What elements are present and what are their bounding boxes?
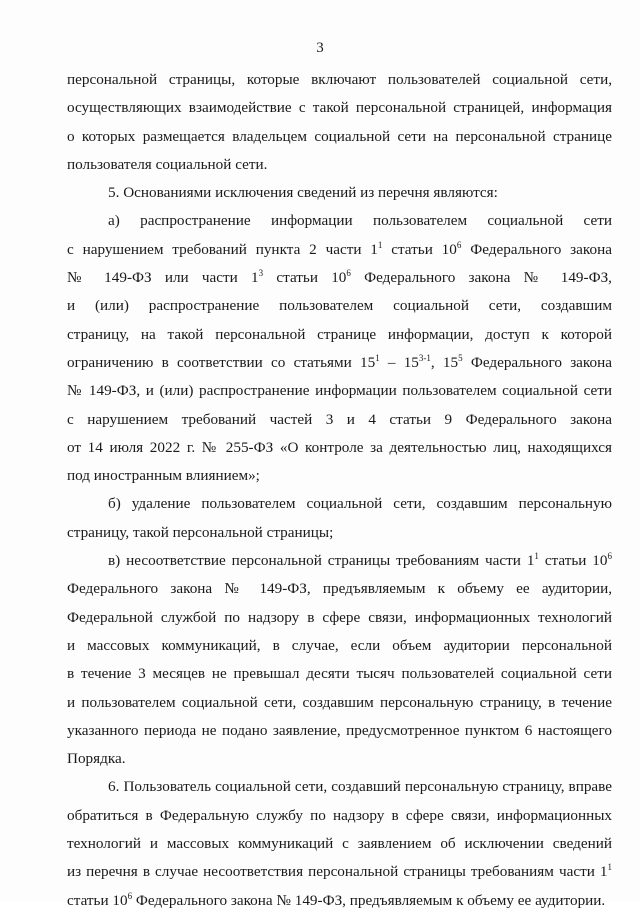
text-line: о которых размещается владельцем социальной сети на персональной странице <box>67 127 612 145</box>
text-line: 5. Основаниями исключения сведений из перечня являются: <box>108 184 498 202</box>
text-line: Порядка. <box>67 750 126 768</box>
text-line: № 149-ФЗ или части $1^3$ статьи $10^6$ Федерального закона № 149-ФЗ, <box>67 268 612 287</box>
text-line: от 14 июля 2022 г. № 255-ФЗ «О контроле за деятельностью лиц, находящихся <box>67 438 612 456</box>
text-line: и массовых коммуникаций, в случае, если объем аудитории персональной <box>67 636 612 654</box>
text-line: под иностранным влиянием»; <box>67 467 260 485</box>
text-line: с нарушением требований пункта 2 части $1^1$ статьи $10^6$ Федерального закона <box>67 239 612 258</box>
document-body <box>67 66 612 915</box>
text-line: страницу, такой персональной страницы; <box>67 523 334 541</box>
text-line: осуществляющих взаимодействие с такой персональной страницей, информация <box>67 99 612 117</box>
text-line: ограничению в соответствии со статьями $15^1 - 15^{3-1}$, $15^5$ Федерального закона <box>67 352 612 371</box>
page-number: 3 <box>316 40 324 56</box>
text-line: Федерального закона № 149-ФЗ, предъявляемым к объему ее аудитории, <box>67 580 612 598</box>
text-line: № 149-ФЗ, и (или) распространение информации пользователем социальной сети <box>67 382 612 400</box>
text-line: статьи $10^6$ Федерального закона № 149-ФЗ, предъявляемым к объему ее аудитории. <box>67 890 606 909</box>
text-line: указанного периода не подано заявление, предусмотренное пунктом 6 настоящего <box>67 721 612 739</box>
text-line: и (или) распространение пользователем социальной сети, создавшим <box>67 297 612 315</box>
text-line: а) распространение информации пользователем социальной сети <box>108 212 612 230</box>
text-line: Федеральной службой по надзору в сфере связи, информационных технологий <box>67 608 612 626</box>
text-line: в течение 3 месяцев не превышал десяти тысяч пользователей социальной сети <box>67 665 612 683</box>
text-line: обратиться в Федеральную службу по надзору в сфере связи, информационных <box>67 806 612 824</box>
text-line: персональной страницы, которые включают пользователей социальной сети, <box>67 71 612 88</box>
text-line: и пользователем социальной сети, создавшим персональную страницу, в течение <box>67 693 612 711</box>
text-line: 6. Пользователь социальной сети, создавший персональную страницу, вправе <box>108 778 612 796</box>
text-line: в) несоответствие персональной страницы требованиям части $1^1$ статьи $10^6$ <box>108 551 612 570</box>
text-line: б) удаление пользователем социальной сети, создавшим персональную <box>108 495 612 513</box>
text-line: страницу, на такой персональной странице информации, доступ к которой <box>67 325 612 343</box>
text-line: технологий и массовых коммуникаций с заявлением об исключении сведений <box>67 835 612 853</box>
text-line: с нарушением требований частей 3 и 4 статьи 9 Федерального закона <box>67 410 612 428</box>
text-line: пользователя социальной сети. <box>67 155 268 173</box>
text-line: из перечня в случае несоответствия персональной страницы требованиям части $1^1$ <box>67 862 612 881</box>
